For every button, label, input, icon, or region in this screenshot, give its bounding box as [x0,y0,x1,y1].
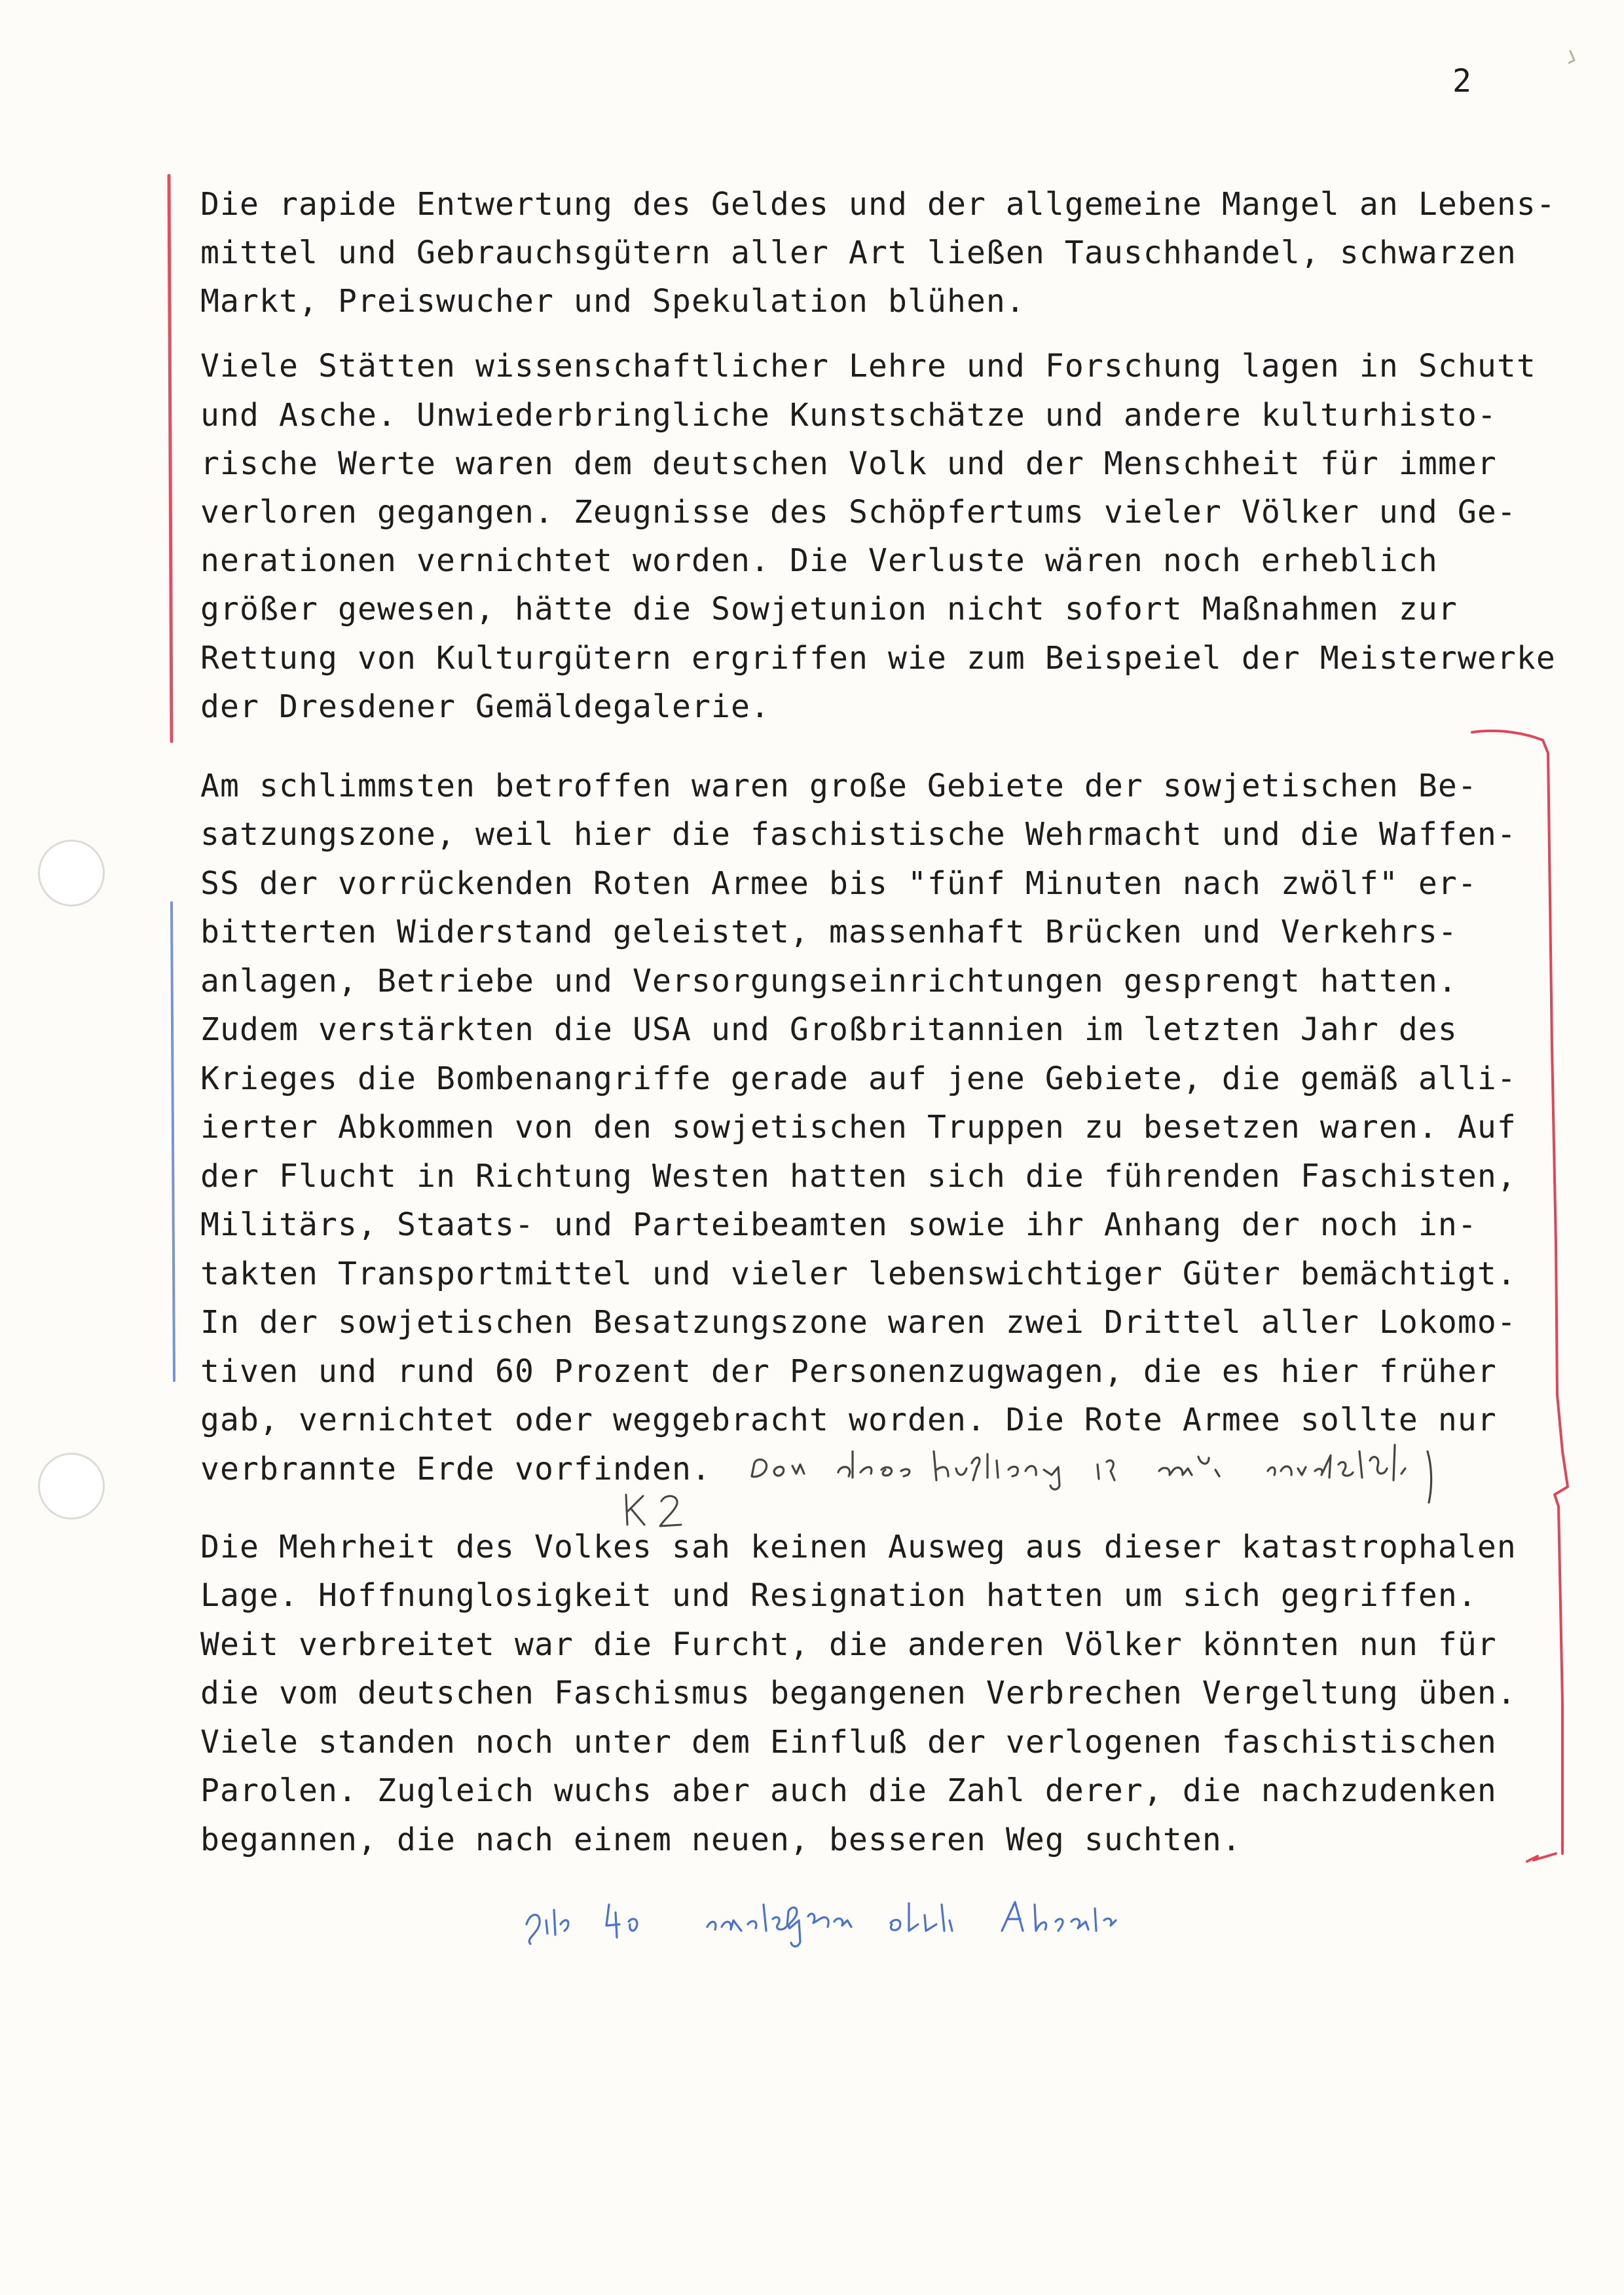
page-number: 2 [1452,63,1471,100]
text-line: SS der vorrückenden Roten Armee bis "fünf Minuten nach zwölf" er- [200,865,1477,902]
text-line: In der sowjetischen Besatzungszone waren zwei Drittel aller Lokomo- [200,1304,1517,1341]
text-line: Rettung von Kulturgütern ergriffen wie zum Beispeiel der Meisterwerke [200,640,1556,677]
punch-hole-lower [38,1453,105,1520]
text-line: der Dresdener Gemäldegalerie. [200,688,770,725]
text-line: satzungszone, weil hier die faschistische Wehrmacht und die Waffen- [200,816,1517,853]
text-line: Die Mehrheit des Volkes sah keinen Ausweg aus dieser katastrophalen [200,1529,1517,1565]
text-line: begannen, die nach einem neuen, besseren Weg suchten. [200,1821,1242,1858]
text-line: Weit verbreitet war die Furcht, die anderen Völker könnten nun für [200,1626,1497,1663]
text-line: ierter Abkommen von den sowjetischen Truppen zu besetzen waren. Auf [200,1109,1517,1146]
text-line: Zudem verstärkten die USA und Großbritannien im letzten Jahr des [200,1011,1458,1048]
text-line: tiven und rund 60 Prozent der Personenzugwagen, die es hier früher [200,1353,1497,1390]
text-line: verloren gegangen. Zeugnisse des Schöpfertums vieler Völker und Ge- [200,494,1517,531]
text-line: Markt, Preiswucher und Spekulation blühen. [200,283,1025,320]
text-line: rische Werte waren dem deutschen Volk und der Menschheit für immer [200,445,1497,482]
text-line: gab, vernichtet oder weggebracht worden. Die Rote Armee sollte nur [200,1402,1497,1438]
text-line: Parolen. Zugleich wuchs aber auch die Zahl derer, die nachzudenken [200,1772,1497,1809]
text-line: nerationen vernichtet worden. Die Verluste wären noch erheblich [200,542,1438,579]
text-line: Viele standen noch unter dem Einfluß der verlogenen faschistischen [200,1724,1497,1761]
text-line: größer gewesen, hätte die Sowjetunion nicht sofort Maßnahmen zur [200,591,1458,627]
text-line: Krieges die Bombenangriffe gerade auf jene Gebiete, die gemäß alli- [200,1060,1517,1097]
text-line: und Asche. Unwiederbringliche Kunstschätze und andere kulturhisto- [200,397,1497,434]
text-line: Viele Stätten wissenschaftlicher Lehre und Forschung lagen in Schutt [200,348,1536,384]
text-line: bitterten Widerstand geleistet, massenhaft Brücken und Verkehrs- [200,914,1458,950]
handwritten-note-blue [517,1878,1316,1964]
text-line: der Flucht in Richtung Westen hatten sich die führenden Faschisten, [200,1158,1517,1195]
text-line: verbrannte Erde vorfinden. [200,1451,711,1487]
text-line: Am schlimmsten betroffen waren große Gebiete der sowjetischen Be- [200,768,1477,804]
text-line: Lage. Hoffnunglosigkeit und Resignation hatten um sich gegriffen. [200,1577,1477,1614]
text-line: die vom deutschen Faschismus begangenen Verbrechen Vergeltung üben. [200,1675,1517,1711]
punch-hole-upper [38,840,105,906]
text-line: Militärs, Staats- und Parteibeamten sowie ihr Anhang der noch in- [200,1206,1477,1243]
text-line: Die rapide Entwertung des Geldes und der allgemeine Mangel an Lebens- [200,186,1556,223]
text-line: mittel und Gebrauchsgütern aller Art ließen Tauschhandel, schwarzen [200,234,1517,271]
text-line: anlagen, Betriebe und Versorgungseinrichtungen gesprengt hatten. [200,963,1458,999]
text-line: takten Transportmittel und vieler lebenswichtiger Güter bemächtigt. [200,1256,1517,1292]
